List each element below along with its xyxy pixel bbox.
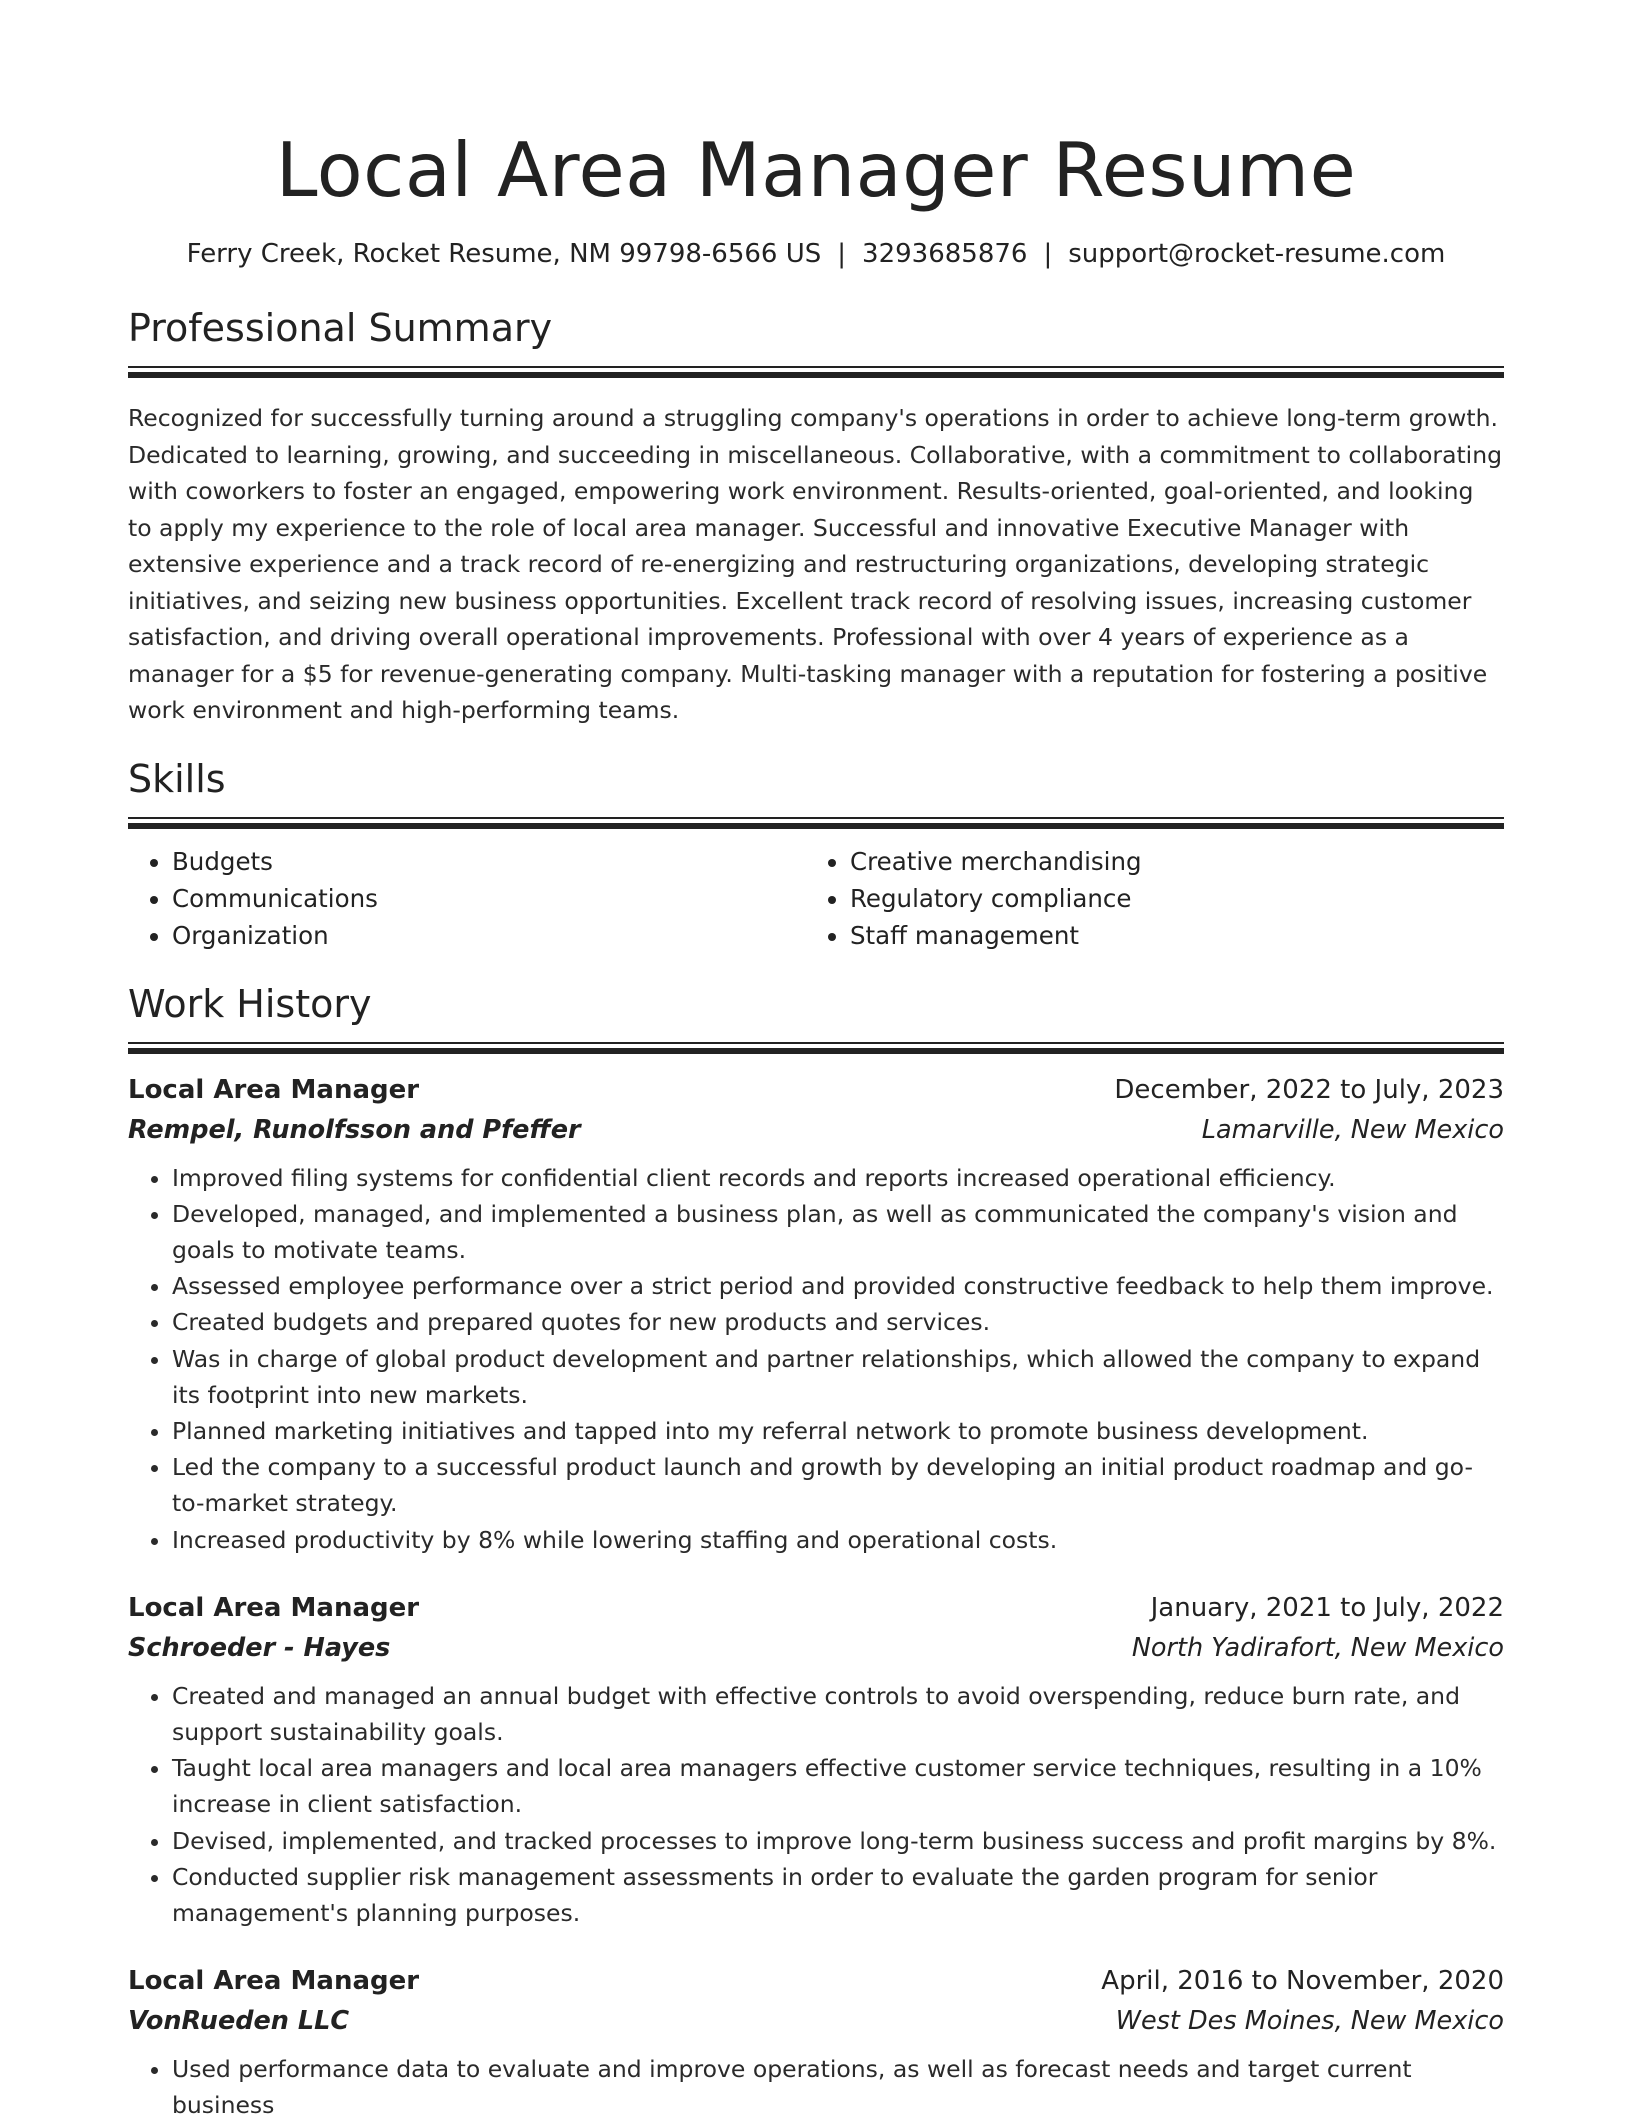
job-header (128, 1070, 1504, 1110)
contact-email: support@rocket-resume.com (1068, 239, 1446, 269)
contact-address: Ferry Creek, Rocket Resume, NM 99798-6566 US (186, 239, 822, 269)
job-bullet: • Improved filing systems for confidential client records and reports increased operational efficiency. (172, 1160, 1504, 1196)
job-bullet: • Led the company to a successful product launch and growth by developing an initial product roadmap and go-to-market strategy. (172, 1449, 1504, 1521)
skills-list-left (128, 843, 806, 954)
summary-section (128, 304, 1504, 729)
skill-item: • Staff management (850, 917, 1484, 954)
skill-item: • Budgets (172, 843, 806, 880)
job-dates: January, 2021 to July, 2022 (1150, 1592, 1504, 1623)
job-title: Local Area Manager (128, 1966, 420, 1997)
job-dates: December, 2022 to July, 2023 (1114, 1074, 1504, 1105)
job-company: Schroeder - Hayes (128, 1632, 391, 1663)
job-bullet: • Assessed employee performance over a strict period and provided constructive feedback to help them improve. (172, 1268, 1504, 1304)
job-subheader (128, 1110, 1504, 1150)
job-header (128, 1588, 1504, 1628)
job-bullets (128, 1160, 1504, 1558)
work-history-section (128, 980, 1504, 2124)
job-bullet: • Created and managed an annual budget with effective controls to avoid overspending, reduce burn rate, and support sustainability goals. (172, 1678, 1504, 1750)
job-location: Lamarville, New Mexico (1201, 1114, 1504, 1145)
job-company: VonRueden LLC (128, 2006, 350, 2037)
resume-page (128, 0, 1504, 2124)
job-bullet: • Taught local area managers and local area managers effective customer service techniques, resulting in a 10% increase in client satisfaction. (172, 1750, 1504, 1822)
job-subheader (128, 1628, 1504, 1668)
section-divider (128, 817, 1504, 829)
job-bullet: • Was in charge of global product development and partner relationships, which allowed the company to expand its footprint into new markets. (172, 1341, 1504, 1413)
job-bullet: • Created budgets and prepared quotes for new products and services. (172, 1304, 1504, 1340)
section-divider (128, 1042, 1504, 1054)
job-location: North Yadirafort, New Mexico (1131, 1632, 1504, 1663)
skills-list-right (806, 843, 1484, 954)
summary-heading: Professional Summary (128, 306, 553, 350)
contact-separator: | (1043, 239, 1053, 269)
skill-item: • Regulatory compliance (850, 880, 1484, 917)
work-history-heading: Work History (128, 981, 372, 1026)
job-subheader (128, 2001, 1504, 2041)
job-header (128, 1961, 1504, 2001)
skill-item: • Communications (172, 880, 806, 917)
job-bullet: • Used performance data to evaluate and improve operations, as well as forecast needs and target current business (172, 2051, 1504, 2123)
contact-phone: 3293685876 (862, 239, 1028, 269)
skills-columns (128, 843, 1504, 954)
section-divider (128, 366, 1504, 378)
job-entry (128, 1588, 1504, 1931)
skill-item: • Creative merchandising (850, 843, 1484, 880)
skill-item: • Organization (172, 917, 806, 954)
job-bullet: • Increased productivity by 8% while lowering staffing and operational costs. (172, 1522, 1504, 1558)
job-bullets (128, 2051, 1504, 2123)
job-entry (128, 1961, 1504, 2123)
job-location: West Des Moines, New Mexico (1115, 2006, 1504, 2037)
job-entry (128, 1070, 1504, 1558)
job-bullet: • Planned marketing initiatives and tapped into my referral network to promote business development. (172, 1413, 1504, 1449)
job-bullet: • Devised, implemented, and tracked processes to improve long-term business success and profit margins by 8%. (172, 1823, 1504, 1859)
job-company: Rempel, Runolfsson and Pfeffer (128, 1114, 581, 1145)
job-bullets (128, 1678, 1504, 1931)
summary-text: Recognized for successfully turning around a struggling company's operations in order to achieve long-term growth. Dedicated to learning, growing, and succeeding in miscellaneous. Collaborative, with a commitment to collaborating with coworkers to foster an engaged, empowering work environment. Results-oriented, goal-oriented, and looking to apply my experience to the role of local area manager. Successful and innovative Executive Manager with extensive experience and a track record of re-energizing and restructuring organizations, developing strategic initiatives, and seizing new business opportunities. Excellent track record of resolving issues, increasing customer satisfaction, and driving overall operational improvements. Professional with over 4 years of experience as a manager for a $5 for revenue-generating company. Multi-tasking manager with a reputation for fostering a positive work environment and high-performing teams. (128, 404, 1503, 724)
job-title: Local Area Manager (128, 1074, 420, 1105)
resume-title: Local Area Manager Resume (275, 126, 1357, 214)
job-bullet: • Developed, managed, and implemented a business plan, as well as communicated the company's vision and goals to motivate teams. (172, 1196, 1504, 1268)
job-title: Local Area Manager (128, 1592, 420, 1623)
skills-heading: Skills (128, 756, 226, 801)
job-bullet: • Conducted supplier risk management assessments in order to evaluate the garden program for senior management's planning purposes. (172, 1859, 1504, 1931)
skills-section (128, 755, 1504, 954)
contact-line (128, 238, 1504, 270)
contact-separator: | (837, 239, 847, 269)
job-list (128, 1070, 1504, 2124)
job-dates: April, 2016 to November, 2020 (1101, 1966, 1504, 1997)
